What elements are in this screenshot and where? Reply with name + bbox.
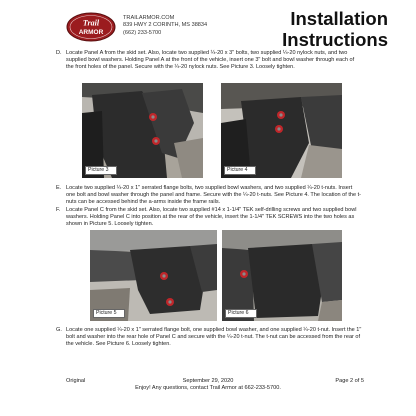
footer-contact: Enjoy! Any questions, contact Trail Armor at 662-233-5700. bbox=[135, 385, 281, 392]
picture-6 bbox=[222, 230, 342, 321]
page-title bbox=[282, 8, 388, 50]
picture-5-caption: Picture 5 bbox=[93, 309, 125, 318]
picture-3 bbox=[82, 83, 203, 178]
footer-date: September 29, 2020 bbox=[182, 378, 234, 384]
company-contact bbox=[123, 15, 207, 37]
step-g-label: G. bbox=[56, 327, 62, 333]
step-d-label: D. bbox=[56, 50, 62, 56]
picture-5 bbox=[90, 230, 217, 321]
company-address: 839 HWY 2 CORINTH, MS 38834 bbox=[123, 22, 208, 29]
company-website: TRAILARMOR.COM bbox=[123, 15, 175, 21]
footer-page-number: Page 2 of 5 bbox=[335, 378, 364, 384]
title-line-2: Instructions bbox=[282, 29, 388, 50]
step-g bbox=[56, 327, 362, 348]
step-e-text: Locate two supplied ¼-20 x 1" serrated flange bolts, two supplied bowl washers, and two supplied ¼-20 t-nuts. Insert one bolt and bowl washer through the panel and frame. Secure with the ¼-20 t-nuts. See Picture 4. The location of the t-nuts can be accessed behind the a-arms inside the frame rails. bbox=[66, 185, 361, 205]
step-d bbox=[56, 50, 362, 71]
step-e bbox=[56, 185, 362, 206]
picture-6-image bbox=[222, 230, 342, 321]
title-line-1: Installation bbox=[290, 8, 388, 29]
footer-version: Original bbox=[66, 378, 86, 384]
step-g-text: Locate one supplied ¼-20 x 1" serrated flange bolt, one supplied bowl washer, and one supplied ¼-20 t-nut. Insert the 1" bolt and washer into the rear hole of Panel C and secure with the ¼-20 t-nut. The t-nut can be accessed from the rear of the vehicle. See Picture 6. Loosely tighten. bbox=[66, 327, 362, 347]
picture-4 bbox=[221, 83, 342, 178]
step-f-label: F. bbox=[56, 207, 61, 213]
picture-5-image bbox=[90, 230, 217, 321]
company-phone: (662) 233-5700 bbox=[123, 29, 162, 36]
picture-3-caption: Picture 3 bbox=[85, 166, 117, 175]
footer-center bbox=[102, 378, 314, 392]
step-e-label: E. bbox=[56, 185, 62, 191]
picture-3-image bbox=[82, 83, 203, 178]
svg-text:Trail: Trail bbox=[82, 18, 100, 28]
picture-6-caption: Picture 6 bbox=[225, 309, 257, 318]
picture-4-image bbox=[221, 83, 342, 178]
logo-emblem bbox=[66, 12, 116, 42]
trail-armor-logo bbox=[66, 12, 116, 42]
svg-text:ARMOR: ARMOR bbox=[78, 29, 104, 36]
step-f bbox=[56, 207, 362, 228]
step-d-text: Locate Panel A from the skid set. Also, locate two supplied ¼-20 x 3" bolts, two supplied ¼-20 nylock nuts, and two supplied bowl washers. Holding Panel A at the front of the vehicle, insert one 3" bolt and bowl washer through each of the front holes of the panel. Secure with the ¼-20 nylock nuts. See Picture 3. Loosely tighten. bbox=[66, 50, 355, 70]
step-f-text: Locate Panel C from the skid set. Also, locate two supplied #14 x 1-1/4" TEK self-drilling screws and two supplied bowl washers. Holding Panel C into position at the rear of the vehicle, insert the 1-1/4" TEK SCREWS into the two holes as shown in Picture 5. Loosely tighten. bbox=[66, 207, 357, 227]
picture-4-caption: Picture 4 bbox=[224, 166, 256, 175]
